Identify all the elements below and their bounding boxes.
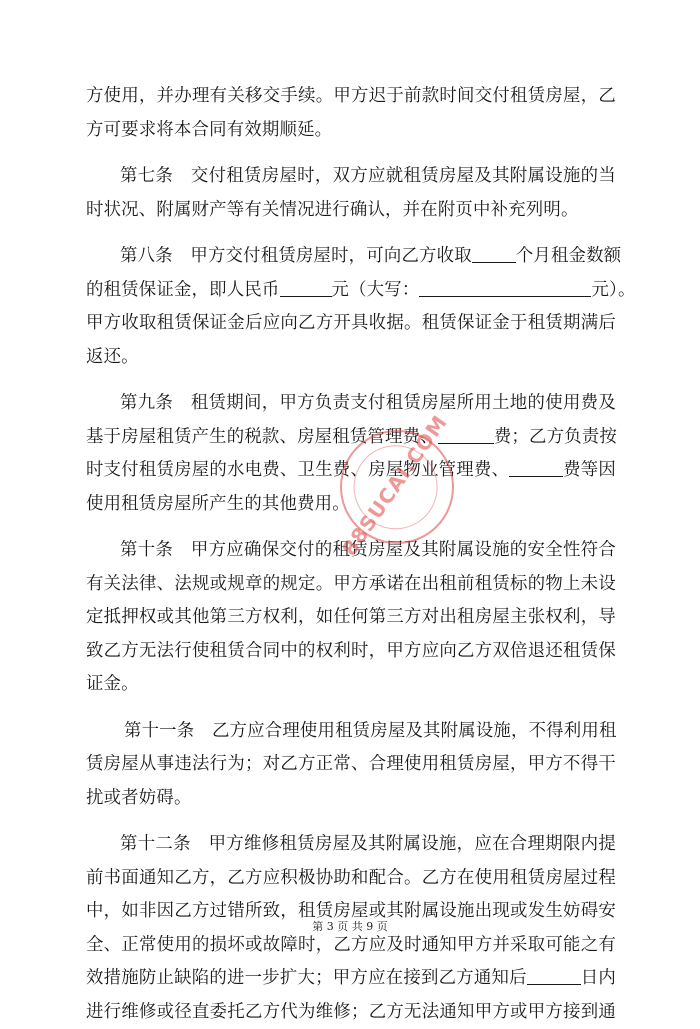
blank-field <box>419 276 591 297</box>
clause-8-line: 第八条 甲方交付租赁房屋时，可向乙方收取 个月租金数额 <box>86 240 616 274</box>
blank-field <box>527 964 581 985</box>
text-line: 甲方收取租赁保证金后应向乙方开具收据。租赁保证金于租赁期满后 <box>86 307 616 341</box>
clause-12-line: 第十二条 甲方维修租赁房屋及其附属设施，应在合理期限内提 <box>86 828 616 862</box>
text-line: 使用租赁房屋所产生的其他费用。 <box>86 488 616 522</box>
text-line: 效措施防止缺陷的进一步扩大；甲方应在接到乙方通知后 日内 <box>86 962 616 996</box>
clause-7-line: 第七条 交付租赁房屋时，双方应就租赁房屋及其附属设施的当 <box>86 160 616 194</box>
text-line: 有关法律、法规或规章的规定。甲方承诺在出租前租赁标的物上未设 <box>86 568 616 602</box>
text-line: 时状况、附属财产等有关情况进行确认，并在附页中补充列明。 <box>86 194 616 228</box>
text-line: 时支付租赁房屋的水电费、卫生费、房屋物业管理费、 费等因 <box>86 454 616 488</box>
text-line: 定抵押权或其他第三方权利，如任何第三方对出租房屋主张权利，导 <box>86 601 616 635</box>
text-line: 前书面通知乙方，乙方应积极协助和配合。乙方在使用租赁房屋过程 <box>86 862 616 896</box>
watermark-text: 88SUCAI.COM <box>319 384 471 586</box>
text-line: 方使用，并办理有关移交手续。甲方迟于前款时间交付租赁房屋，乙 <box>86 80 616 114</box>
text-line: 赁房屋从事违法行为；对乙方正常、合理使用租赁房屋，甲方不得干 <box>86 748 616 782</box>
clause-10-line: 第十条 甲方应确保交付的租赁房屋及其附属设施的安全性符合 <box>86 534 616 568</box>
page-footer: 第 3 页 共 9 页 <box>0 918 700 934</box>
text-line: 返还。 <box>86 341 616 375</box>
blank-field <box>472 242 516 263</box>
blank-field <box>509 456 563 477</box>
text-line: 致乙方无法行使租赁合同中的权利时，甲方应向乙方双倍退还租赁保 <box>86 635 616 669</box>
clause-11-line: 第十一条 乙方应合理使用租赁房屋及其附属设施，不得利用租 <box>86 715 616 749</box>
text-line: 方可要求将本合同有效期顺延。 <box>86 114 616 148</box>
text-line: 全、正常使用的损坏或故障时，乙方应及时通知甲方并采取可能之有 <box>86 929 616 963</box>
clause-9-line: 第九条 租赁期间，甲方负责支付租赁房屋所用土地的使用费及 <box>86 387 616 421</box>
text-line: 中，如非因乙方过错所致，租赁房屋或其附属设施出现或发生妨碍安 <box>86 895 616 929</box>
blank-field <box>280 276 332 297</box>
text-line: 扰或者妨碍。 <box>86 782 616 816</box>
text-line: 进行维修或径直委托乙方代为维修；乙方无法通知甲方或甲方接到通 <box>86 996 616 1029</box>
text-line: 基于房屋租赁产生的税款、房屋租赁管理费、 费；乙方负责按 <box>86 421 616 455</box>
text-line: 的租赁保证金，即人民币 元（大写： 元）。 <box>86 274 616 308</box>
text-line: 证金。 <box>86 668 616 702</box>
